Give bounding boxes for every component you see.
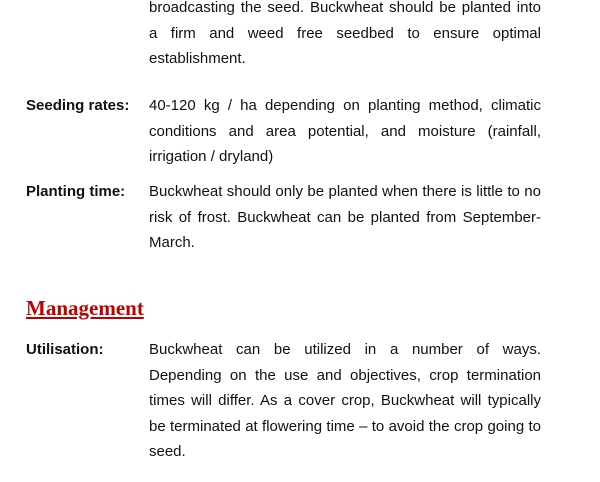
utilisation-label: Utilisation: [26,341,104,358]
planting-time-text: Buckwheat should only be planted when there is little to no risk of frost. Buckwheat can be planted from September-March. [149,183,541,251]
management-heading: Management [26,296,144,320]
seeding-rates-label: Seeding rates: [26,97,130,114]
intro-paragraph: broadcasting the seed. Buckwheat should be planted into a firm and weed free seedbed to ensure optimal establishment. [149,0,541,67]
seeding-rates-text: 40-120 kg / ha depending on planting method, climatic conditions and area potential, and moisture (rainfall, irrigation / dryland) [149,97,541,165]
utilisation-text: Buckwheat can be utilized in a number of ways. Depending on the use and objectives, crop termination times will differ. As a cover crop, Buckwheat will typically be terminated at flowering time – to avoid the crop going to seed. [149,341,541,460]
planting-time-label: Planting time: [26,183,126,200]
